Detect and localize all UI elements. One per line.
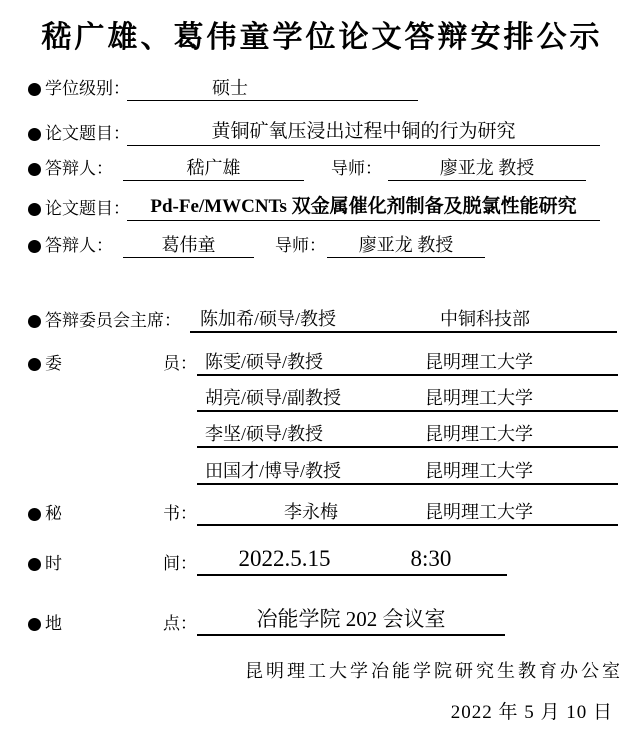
secretary-label-first: 秘 [45,504,62,523]
committee-chair-label: 答辩委员会主席： [45,311,181,330]
committee-chair-name: 陈加希/硕导/教授 [200,309,337,329]
committee-member-row [197,459,618,485]
advisor-name-1: 廖亚龙 教授 [388,156,586,181]
page-title: 嵇广雄、葛伟童学位论文答辩安排公示 [41,21,603,54]
degree-level-label: 学位级别： [45,79,130,98]
committee-chair-affiliation: 中铜科技部 [440,309,530,329]
bullet-icon [28,508,41,521]
location-value: 冶能学院 202 会议室 [197,604,505,636]
committee-member-name: 陈雯/硕导/教授 [205,352,324,372]
committee-chair-row [28,307,617,333]
thesis-title-value-2: Pd-Fe/MWCNTs 双金属催化剂制备及脱氯性能研究 [127,194,600,221]
defender-label-1: 答辩人： [45,159,113,178]
bullet-icon [28,358,41,371]
secretary-name: 李永梅 [284,502,338,522]
committee-member-name: 李坚/硕导/教授 [205,424,324,444]
defender-row-1 [28,155,586,181]
bullet-icon [28,128,41,141]
committee-chair-underline [190,307,617,333]
committee-member-row [197,386,618,412]
thesis-title-value-1: 黄铜矿氧压浸出过程中铜的行为研究 [127,119,600,146]
committee-member-affiliation: 昆明理工大学 [425,424,533,444]
location-label-first: 地 [45,614,62,633]
secretary-underline [197,500,618,526]
committee-member-name: 胡亮/硕导/副教授 [205,388,342,408]
committee-member-label-first: 委 [45,354,62,373]
location-label-last: 点： [163,614,197,633]
committee-member-underline [197,459,618,485]
committee-member-label [45,352,197,376]
defender-row-2 [28,232,485,258]
degree-level-value: 硕士 [127,76,418,101]
secretary-label [45,502,197,526]
committee-member-underline [197,386,618,412]
bullet-icon [28,83,41,96]
advisor-label-1: 导师： [331,159,382,178]
time-row [28,544,507,576]
committee-member-row [197,422,618,448]
footer-office: 昆明理工大学冶能学院研究生教育办公室 [245,661,623,681]
time-date: 2022.5.15 [238,546,331,571]
thesis-title-row-1 [28,118,600,146]
location-row [28,604,505,636]
degree-level-row [28,75,418,101]
time-label-last: 间： [163,554,197,573]
committee-member-row [28,350,618,376]
time-clock: 8:30 [410,546,452,571]
defender-name-2: 葛伟童 [123,233,254,258]
committee-member-underline [197,422,618,448]
committee-member-label-last: 员： [163,354,197,373]
bullet-icon [28,618,41,631]
defender-label-2: 答辩人： [45,236,113,255]
secretary-affiliation: 昆明理工大学 [425,502,533,522]
bullet-icon [28,163,41,176]
defender-name-1: 嵇广雄 [123,156,304,181]
advisor-label-2: 导师： [275,236,326,255]
bullet-icon [28,315,41,328]
bullet-icon [28,203,41,216]
time-underline [197,544,507,576]
secretary-label-last: 书： [163,504,197,523]
time-label-first: 时 [45,554,62,573]
committee-member-affiliation: 昆明理工大学 [425,352,533,372]
committee-member-name: 田国才/博导/教授 [205,461,342,481]
thesis-title-row-2 [28,193,600,221]
time-label [45,552,197,576]
thesis-title-label-1: 论文题目： [45,124,130,143]
committee-member-affiliation: 昆明理工大学 [425,461,533,481]
thesis-title-label-2: 论文题目： [45,199,130,218]
committee-member-underline [197,350,618,376]
bullet-icon [28,558,41,571]
advisor-name-2: 廖亚龙 教授 [327,233,485,258]
committee-member-affiliation: 昆明理工大学 [425,388,533,408]
location-label [45,612,197,636]
bullet-icon [28,240,41,253]
secretary-row [28,500,618,526]
footer-date: 2022 年 5 月 10 日 [450,702,613,723]
